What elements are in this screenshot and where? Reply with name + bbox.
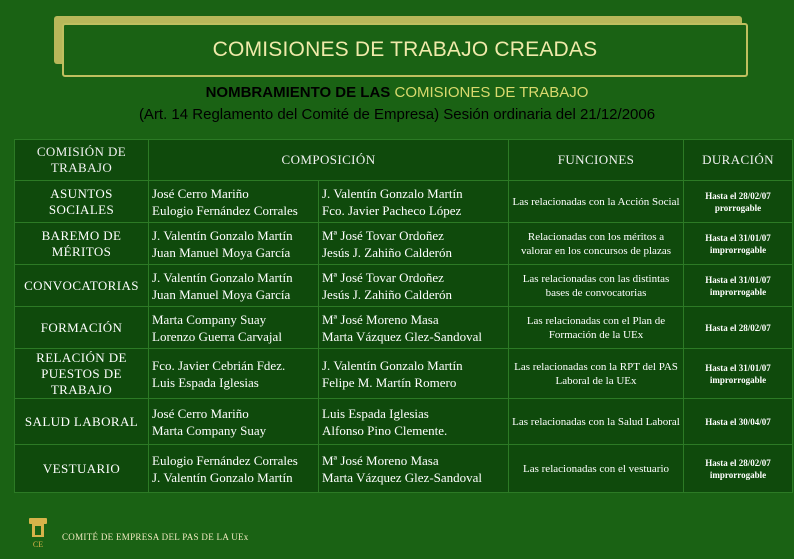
member-name: Marta Vázquez Glez-Sandoval bbox=[322, 469, 483, 485]
member-name: Luis Espada Iglesias bbox=[322, 405, 429, 421]
member-name: José Cerro Mariño bbox=[152, 185, 249, 201]
member-name: Mª José Moreno Masa bbox=[322, 452, 439, 468]
subtitle-part1: NOMBRAMIENTO DE LAS bbox=[205, 84, 391, 101]
subtitle-part2: COMISIONES DE TRABAJO bbox=[394, 84, 589, 101]
member-name: Mª José Tovar Ordoñez bbox=[322, 269, 444, 285]
table-row bbox=[15, 349, 793, 399]
title-box bbox=[62, 23, 748, 77]
member-name: José Cerro Mariño bbox=[152, 405, 249, 421]
table-row bbox=[15, 223, 793, 265]
member-name: J. Valentín Gonzalo Martín bbox=[152, 269, 293, 285]
page-title: COMISIONES DE TRABAJO CREADAS bbox=[212, 38, 598, 61]
member-name: Eulogio Fernández Corrales bbox=[152, 452, 298, 468]
member-name: Alfonso Pino Clemente. bbox=[322, 422, 448, 438]
member-name: Marta Company Suay bbox=[152, 311, 267, 327]
member-name: Felipe M. Martín Romero bbox=[322, 374, 457, 390]
composition-col2 bbox=[319, 223, 509, 265]
member-name: J. Valentín Gonzalo Martín bbox=[322, 185, 463, 201]
composition-col2 bbox=[319, 399, 509, 445]
commission-duration: Hasta el 31/01/07 improrrogable bbox=[684, 349, 793, 399]
commission-name: FORMACIÓN bbox=[15, 307, 149, 349]
header-comision: COMISIÓN DE TRABAJO bbox=[15, 140, 149, 181]
composition-col1 bbox=[149, 307, 319, 349]
subtitle bbox=[0, 84, 794, 101]
composition-col2 bbox=[319, 181, 509, 223]
member-name: Luis Espada Iglesias bbox=[152, 374, 259, 390]
commission-functions: Las relacionadas con la Acción Social bbox=[509, 181, 684, 223]
member-name: J. Valentín Gonzalo Martín bbox=[322, 357, 463, 373]
composition-col1 bbox=[149, 265, 319, 307]
commission-functions: Relacionadas con los méritos a valorar en los concursos de plazas bbox=[509, 223, 684, 265]
composition-col2 bbox=[319, 265, 509, 307]
composition-col1 bbox=[149, 399, 319, 445]
commission-name: SALUD LABORAL bbox=[15, 399, 149, 445]
member-name: Lorenzo Guerra Carvajal bbox=[152, 328, 282, 344]
member-name: Marta Vázquez Glez-Sandoval bbox=[322, 328, 483, 344]
svg-text:CE: CE bbox=[32, 540, 44, 549]
member-name: Juan Manuel Moya García bbox=[152, 286, 291, 302]
header-duracion: DURACIÓN bbox=[684, 140, 793, 181]
commission-name: VESTUARIO bbox=[15, 445, 149, 493]
commission-name: RELACIÓN DE PUESTOS DE TRABAJO bbox=[15, 349, 149, 399]
table-header-row bbox=[15, 140, 793, 181]
table-row bbox=[15, 265, 793, 307]
header-composicion: COMPOSICIÓN bbox=[149, 140, 509, 181]
commission-name: ASUNTOS SOCIALES bbox=[15, 181, 149, 223]
commission-duration: Hasta el 28/02/07 improrrogable bbox=[684, 445, 793, 493]
member-name: Jesús J. Zahiño Calderón bbox=[322, 244, 452, 260]
member-name: Fco. Javier Pacheco López bbox=[322, 202, 462, 218]
composition-col2 bbox=[319, 445, 509, 493]
table-row bbox=[15, 307, 793, 349]
member-name: Jesús J. Zahiño Calderón bbox=[322, 286, 452, 302]
member-name: J. Valentín Gonzalo Martín bbox=[152, 227, 293, 243]
commission-duration: Hasta el 28/02/07 bbox=[684, 307, 793, 349]
commission-functions: Las relacionadas con el vestuario bbox=[509, 445, 684, 493]
commission-name: CONVOCATORIAS bbox=[15, 265, 149, 307]
subtitle-line2: (Art. 14 Reglamento del Comité de Empresa) Sesión ordinaria del 21/12/2006 bbox=[138, 106, 656, 123]
committee-logo-icon bbox=[27, 518, 49, 555]
member-name: Mª José Tovar Ordoñez bbox=[322, 227, 444, 243]
member-name: Fco. Javier Cebrián Fdez. bbox=[152, 357, 286, 373]
table-row bbox=[15, 181, 793, 223]
table-row bbox=[15, 399, 793, 445]
commission-name: BAREMO DE MÉRITOS bbox=[15, 223, 149, 265]
commission-functions: Las relacionadas con las distintas bases de convocatorias bbox=[509, 265, 684, 307]
commission-duration: Hasta el 28/02/07 prorrogable bbox=[684, 181, 793, 223]
commission-functions: Las relacionadas con la RPT del PAS Laboral de la UEx bbox=[509, 349, 684, 399]
commissions-table bbox=[14, 139, 793, 493]
member-name: Mª José Moreno Masa bbox=[322, 311, 439, 327]
composition-col1 bbox=[149, 223, 319, 265]
commission-duration: Hasta el 30/04/07 bbox=[684, 399, 793, 445]
member-name: Juan Manuel Moya García bbox=[152, 244, 291, 260]
composition-col1 bbox=[149, 445, 319, 493]
commission-duration: Hasta el 31/01/07 improrrogable bbox=[684, 223, 793, 265]
member-name: J. Valentín Gonzalo Martín bbox=[152, 469, 293, 485]
footer-text: COMITÉ DE EMPRESA DEL PAS DE LA UEx bbox=[62, 532, 249, 542]
table-row bbox=[15, 445, 793, 493]
commission-functions: Las relacionadas con el Plan de Formación de la UEx bbox=[509, 307, 684, 349]
commission-functions: Las relacionadas con la Salud Laboral bbox=[509, 399, 684, 445]
composition-col2 bbox=[319, 349, 509, 399]
composition-col1 bbox=[149, 181, 319, 223]
member-name: Marta Company Suay bbox=[152, 422, 267, 438]
composition-col2 bbox=[319, 307, 509, 349]
member-name: Eulogio Fernández Corrales bbox=[152, 202, 298, 218]
header-funciones: FUNCIONES bbox=[509, 140, 684, 181]
composition-col1 bbox=[149, 349, 319, 399]
commission-duration: Hasta el 31/01/07 improrrogable bbox=[684, 265, 793, 307]
